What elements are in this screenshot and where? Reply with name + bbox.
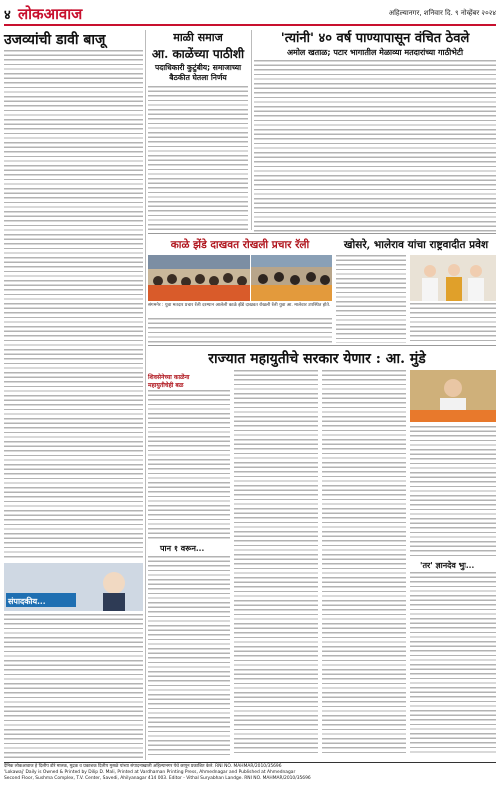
rally-photo-2 xyxy=(251,255,332,301)
masthead xyxy=(4,4,496,26)
middle-story-subheading: पदाधिकारी कुटुंबीय; समाजाच्या xyxy=(154,63,242,72)
mahayuti-body-col3 xyxy=(410,426,496,556)
rally-photo xyxy=(148,255,250,301)
continued-marker: पान १ वरून... xyxy=(160,543,205,553)
column-rule xyxy=(145,30,146,760)
mahayuti-box-body xyxy=(148,390,230,540)
imprint-line-1: दैनिक लोकआवाज हे दिलीप डोरे मालक, मुद्रक व प्रकाशक दिलीप मुसळे यांच्या संपादनाखाली अहिल्यानगर येथे छापून प्रकाशित केले. RNI NO. MAHMAR/2010/35696 xyxy=(4,764,282,769)
left-story-body xyxy=(4,50,143,560)
section-rule xyxy=(148,233,496,234)
imprint-line-2: 'Lokawaj' Daily is Owned & Printed by Dilip D. Mali, Printed at Vardhaman Printing Press, Ahmednagar and Published at Ahmednagar xyxy=(4,769,296,775)
kale-story-headline: काळे झेंडे दाखवत रोखली प्रचार रॅली xyxy=(170,239,310,251)
mahayuti-body-col3-continued xyxy=(410,572,496,755)
top-right-subheading: अमोल खताळ; पटार भागातील मेळाव्या मतदारांच्या गाठीभेटी xyxy=(286,48,464,57)
column-rule xyxy=(251,30,252,230)
leader-photo xyxy=(410,370,496,422)
mahayuti-story-headline: राज्यात महायुतीचे सरकार येणार : आ. मुंडे xyxy=(208,351,426,367)
joining-photo xyxy=(410,255,496,301)
box-heading-2: महायुतीचेही बळ xyxy=(148,382,184,389)
box-heading: शिवसेनेच्या काळेंना xyxy=(148,374,190,381)
left-story-body-continued xyxy=(4,614,143,759)
mahayuti-body-col2 xyxy=(322,370,406,755)
khosre-story-body-2 xyxy=(410,303,496,343)
khosre-story-headline: खोसरे, भालेराव यांचा राष्ट्रवादीत प्रवेश xyxy=(343,239,489,251)
page-number: ४ xyxy=(4,8,11,23)
continued-body xyxy=(148,556,230,756)
date-line: अहिल्यानगर, शनिवार दि. ९ नोव्हेंबर २०२४ xyxy=(388,9,496,17)
kale-story-body xyxy=(148,318,332,343)
middle-story-body xyxy=(148,86,248,232)
middle-story-kicker: माळी समाज xyxy=(173,31,223,44)
imprint-line-3: Second Floor, Sushma Complex, T.V. Center, Savedi, Ahilyanagar 414 003. Editor - Vithal Suryabhan Landge. RNI NO. MAHMAR/2010/35696 xyxy=(4,775,311,781)
middle-story-headline: आ. काळेंच्या पाठीशी xyxy=(151,47,245,61)
mahayuti-body-col1 xyxy=(234,370,318,755)
imprint-footer xyxy=(4,762,496,792)
left-story-headline: उजव्यांची डावी बाजू xyxy=(4,32,106,48)
top-right-body xyxy=(254,60,496,232)
sub-heading: 'तर' ज्ञानदेव भुः... xyxy=(420,560,475,570)
top-right-headline: 'त्यांनी' ४० वर्ष पाण्यापासून वंचित ठेवले xyxy=(280,31,470,46)
middle-story-subheading-2: बैठकीत घेतला निर्णय xyxy=(169,73,227,82)
rally-photo-caption: संगमनेर : युवा मतदार प्रचार रॅली दरम्यान आलेली काळे झेंडे दाखवत रोखली रॅली युवा आ. मालेवार उपस्थित होते. xyxy=(148,303,331,308)
khosre-story-body xyxy=(336,255,406,343)
editorial-label: संपादकीय... xyxy=(8,596,46,606)
brand-logo: लोकआवाज xyxy=(18,5,83,23)
section-rule xyxy=(148,345,496,346)
